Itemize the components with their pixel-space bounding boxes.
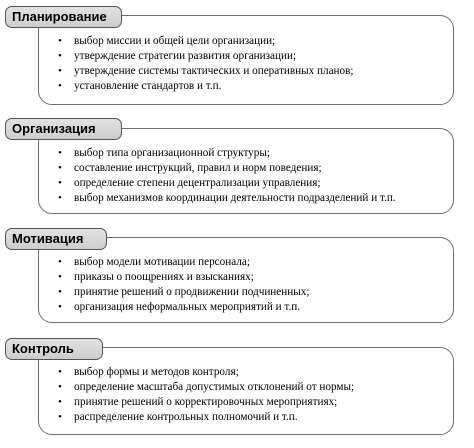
bullet-icon: •	[58, 192, 62, 204]
section-title: Мотивация	[5, 228, 107, 250]
item-text: установление стандартов и т.п.	[74, 80, 222, 92]
item-text: утверждение системы тактических и оперативных планов;	[74, 65, 354, 77]
item-text: организация неформальных мероприятий и т.п.	[74, 301, 301, 313]
item-list	[58, 146, 396, 206]
bullet-icon: •	[58, 271, 62, 283]
item-list	[58, 365, 354, 425]
item-text: распределение контрольных полномочий и т.п.	[74, 411, 298, 423]
item-text: определение степени децентрализации управления;	[74, 177, 321, 189]
item-text: определение масштаба допустимых отклонений от нормы;	[74, 381, 355, 393]
list-item	[58, 410, 354, 425]
list-item	[58, 270, 309, 285]
bullet-icon: •	[58, 381, 62, 393]
bullet-icon: •	[58, 177, 62, 189]
list-item	[58, 161, 396, 176]
bullet-icon: •	[58, 286, 62, 298]
list-item	[58, 395, 354, 410]
bullet-icon: •	[58, 35, 62, 47]
item-text: выбор механизмов координации деятельности подразделений и т.п.	[74, 192, 396, 204]
item-text: выбор миссии и общей цели организации;	[74, 35, 276, 47]
list-item	[58, 191, 396, 206]
bullet-icon: •	[58, 256, 62, 268]
bullet-icon: •	[58, 366, 62, 378]
section-title: Организация	[5, 118, 122, 140]
bullet-icon: •	[58, 65, 62, 77]
list-item	[58, 34, 354, 49]
list-item	[58, 300, 309, 315]
item-text: принятие решений о корректировочных мероприятиях;	[74, 396, 338, 408]
bullet-icon: •	[58, 411, 62, 423]
item-text: утверждение стратегии развития организации;	[74, 50, 297, 62]
list-item	[58, 176, 396, 191]
item-list	[58, 255, 309, 315]
item-text: принятие решений о продвижении подчиненных;	[74, 286, 310, 298]
bullet-icon: •	[58, 80, 62, 92]
list-item	[58, 64, 354, 79]
section-title: Планирование	[5, 6, 122, 28]
item-text: выбор типа организационной структуры;	[74, 147, 270, 159]
list-item	[58, 255, 309, 270]
list-item	[58, 380, 354, 395]
bullet-icon: •	[58, 162, 62, 174]
item-text: выбор модели мотивации персонала;	[74, 256, 250, 268]
item-text: выбор формы и методов контроля;	[74, 366, 239, 378]
list-item	[58, 49, 354, 64]
bullet-icon: •	[58, 301, 62, 313]
list-item	[58, 79, 354, 94]
item-text: приказы о поощрениях и взысканиях;	[74, 271, 254, 283]
bullet-icon: •	[58, 396, 62, 408]
list-item	[58, 365, 354, 380]
list-item	[58, 146, 396, 161]
list-item	[58, 285, 309, 300]
section-title: Контроль	[5, 338, 103, 360]
item-text: составление инструкций, правил и норм поведения;	[74, 162, 322, 174]
bullet-icon: •	[58, 50, 62, 62]
item-list	[58, 34, 354, 94]
bullet-icon: •	[58, 147, 62, 159]
